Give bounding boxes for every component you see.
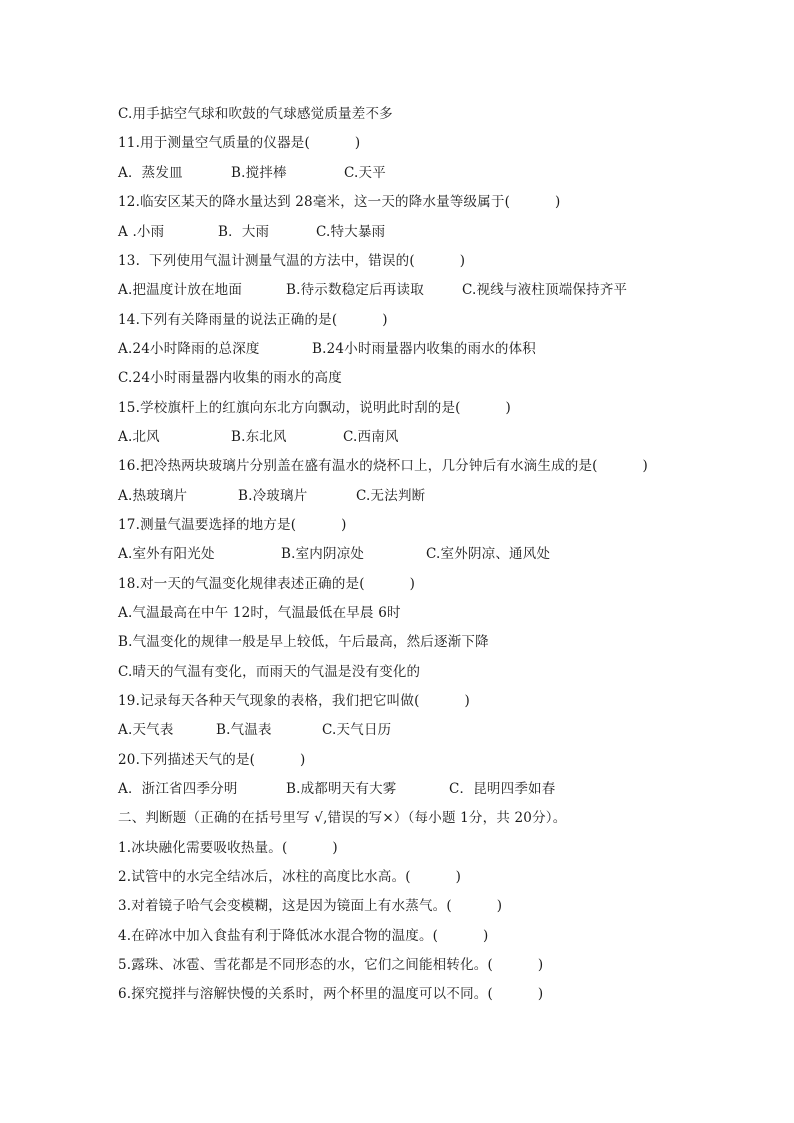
q15-option-c: C.西南风 [343,429,399,445]
question-18: 18.对一天的气温变化规律表述正确的是( ) [118,576,416,592]
q12-option-a: A .小雨 [118,224,165,240]
judge-1: 1.冰块融化需要吸收热量。( ) [118,840,338,856]
q13-option-c: C.视线与液柱顶端保持齐平 [462,282,628,298]
question-20: 20.下列描述天气的是( ) [118,752,306,768]
q16-option-c: C.无法判断 [356,488,426,504]
judge-4: 4.在碎冰中加入食盐有利于降低冰水混合物的温度。( ) [118,928,489,944]
q14-option-a: A.24小时降雨的总深度 [118,341,260,357]
judge-2: 2.试管中的水完全结冰后，冰柱的高度比水高。( ) [118,869,462,885]
q19-option-a: A.天气表 [118,722,174,738]
q20-option-b: B.成都明天有大雾 [286,781,397,797]
q17-option-c: C.室外阴凉、通风处 [426,546,551,562]
q18-option-c: C.晴天的气温有变化，而雨天的气温是没有变化的 [118,664,421,680]
question-12: 12.临安区某天的降水量达到 28毫米，这一天的降水量等级属于( ) [118,194,561,210]
q11-option-c: C.天平 [344,165,386,181]
question-11: 11.用于测量空气质量的仪器是( ) [118,135,361,151]
q12-option-b: B．大雨 [218,224,270,240]
q15-option-a: A.北风 [118,429,160,445]
q10-option-c: C.用手掂空气球和吹鼓的气球感觉质量差不多 [118,106,393,122]
judge-5: 5.露珠、冰雹、雪花都是不同形态的水，它们之间能相转化。( ) [118,957,544,973]
question-16: 16.把冷热两块玻璃片分别盖在盛有温水的烧杯口上，几分钟后有水滴生成的是( ) [118,458,649,474]
q18-option-b: B.气温变化的规律一般是早上较低，午后最高，然后逐渐下降 [118,634,489,650]
judge-3: 3.对着镜子哈气会变模糊，这是因为镜面上有水蒸气。( ) [118,898,503,914]
q12-option-c: C.特大暴雨 [316,224,386,240]
question-17: 17.测量气温要选择的地方是( ) [118,517,347,533]
q19-option-b: B.气温表 [216,722,272,738]
q18-option-a: A.气温最高在中午 12时，气温最低在早晨 6时 [118,605,401,621]
question-14: 14.下列有关降雨量的说法正确的是( ) [118,312,388,328]
q15-option-b: B.东北风 [231,429,287,445]
question-15: 15.学校旗杆上的红旗向东北方向飘动，说明此时刮的是( ) [118,400,512,416]
q14-option-c: C.24小时雨量器内收集的雨水的高度 [118,370,342,386]
q11-option-b: B.搅拌棒 [231,165,287,181]
section-2-heading: 二、判断题（正确的在括号里写 √,错误的写×）（每小题 1分，共 20分）。 [118,810,567,826]
question-13: 13. 下列使用气温计测量气温的方法中，错误的( ) [118,253,466,269]
q17-option-b: B.室内阴凉处 [281,546,365,562]
q13-option-b: B.待示数稳定后再读取 [286,282,424,298]
question-19: 19.记录每天各种天气现象的表格，我们把它叫做( ) [118,693,470,709]
q13-option-a: A.把温度计放在地面 [118,282,243,298]
judge-6: 6.探究搅拌与溶解快慢的关系时，两个杯里的温度可以不同。( ) [118,986,544,1002]
q16-option-a: A.热玻璃片 [118,488,188,504]
q20-option-a: A．浙江省四季分明 [118,781,238,797]
q20-option-c: C．昆明四季如春 [449,781,556,797]
q16-option-b: B.冷玻璃片 [238,488,308,504]
q17-option-a: A.室外有阳光处 [118,546,215,562]
q19-option-c: C.天气日历 [322,722,392,738]
q14-option-b: B.24小时雨量器内收集的雨水的体积 [312,341,536,357]
q11-option-a: A．蒸发皿 [118,165,183,181]
